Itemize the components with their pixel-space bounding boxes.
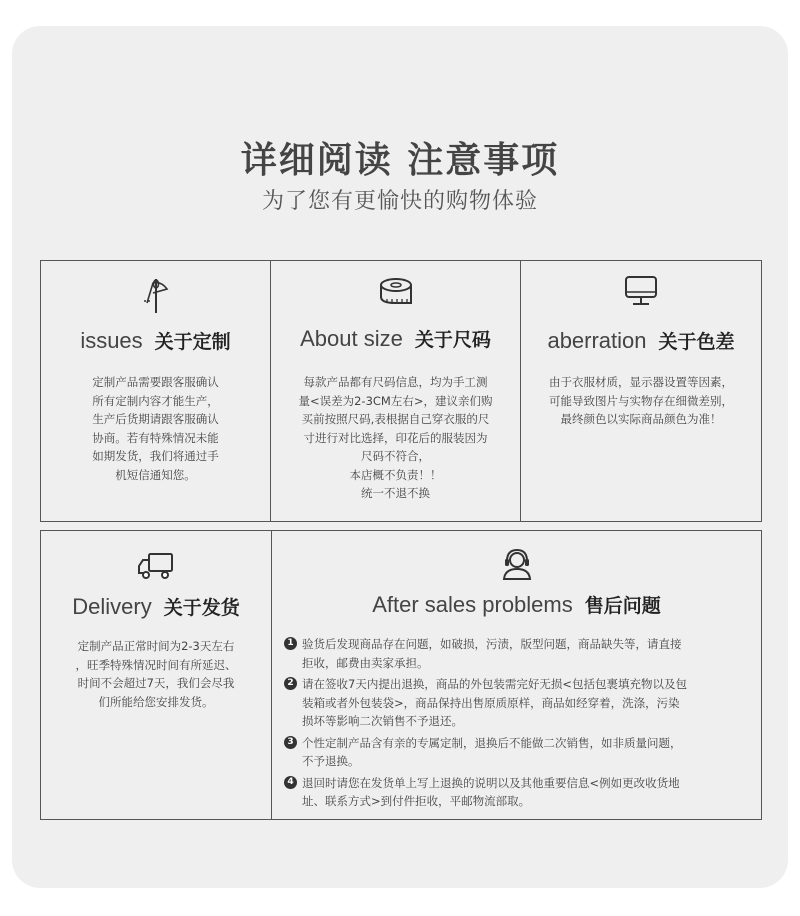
issues-heading-en: issues	[80, 328, 143, 353]
delivery-heading-zh: 关于发货	[163, 597, 240, 619]
issues-line: 如期发货，我们将通过手	[92, 449, 219, 463]
list-line: 装箱或者外包装袋>，商品保持出售原质原样，商品如经穿着，洗涤，污染	[302, 695, 680, 710]
size-line: 每款产品都有尺码信息，均为手工测	[303, 375, 488, 389]
aberration-heading-en: aberration	[547, 328, 647, 353]
issues-line: 协商。若有特殊情况未能	[92, 430, 219, 445]
list-line: 个性定制产品含有亲的专属定制，退换后不能做二次销售，如非质量问题，	[302, 735, 682, 750]
delivery-heading-en: Delivery	[72, 594, 152, 619]
delivery-line: 定制产品正常时间为2-3天左右	[77, 639, 235, 653]
size-line: 买前按照尺码,表根据自己穿衣服的尺	[301, 412, 490, 426]
aberration-line: 可能导致图片与实物存在细微差别，	[549, 393, 733, 408]
aberration-heading-zh: 关于色差	[658, 331, 735, 353]
size-heading	[271, 325, 520, 352]
tape-measure-icon	[379, 277, 413, 307]
list-item	[284, 635, 751, 672]
list-item	[284, 734, 751, 771]
number-badge: 2	[284, 677, 297, 690]
after-sales-heading	[272, 591, 761, 618]
list-line: 验货后发现商品存在问题，如破损，污渍，版型问题，商品缺失等，请直接	[302, 637, 682, 651]
delivery-line: ，旺季特殊情况时间有所延迟、	[75, 657, 237, 672]
list-item	[284, 774, 751, 811]
section-size	[270, 260, 521, 522]
number-badge: 4	[284, 776, 297, 789]
issues-heading-zh: 关于定制	[154, 331, 231, 353]
aberration-text	[521, 373, 761, 429]
truck-icon	[137, 551, 175, 581]
number-badge: 3	[284, 736, 297, 749]
size-line: 本店概不负责！！	[349, 467, 442, 482]
list-line: 损坏等影响二次销售不予退还。	[302, 714, 463, 728]
section-delivery	[40, 530, 272, 820]
aberration-line: 由于衣服材质，显示器设置等因素，	[549, 375, 733, 389]
issues-line: 生产后货期请跟客服确认	[92, 412, 219, 426]
list-line: 请在签收7天内提出退换，商品的外包装需完好无损<包括包裹填充物以及包	[302, 677, 687, 691]
headset-agent-icon	[501, 547, 533, 581]
list-line: 址、联系方式>到付件拒收，平邮物流部取。	[302, 794, 531, 808]
page-subtitle: 为了您有更愉快的购物体验	[261, 189, 538, 214]
number-badge: 1	[284, 637, 297, 650]
size-heading-en: About size	[300, 326, 403, 351]
issues-heading	[41, 327, 270, 354]
after-sales-heading-en: After sales problems	[372, 592, 573, 617]
list-line: 不予退换。	[302, 754, 360, 768]
size-line: 统一不退不换	[361, 486, 430, 500]
page-title: 详细阅读 注意事项	[240, 140, 560, 181]
sewing-needle-icon	[141, 275, 171, 315]
delivery-text	[41, 637, 271, 711]
issues-line: 定制产品需要跟客服确认	[92, 375, 219, 389]
delivery-heading	[41, 593, 271, 620]
size-line: 量<误差为2-3CM左右>，建议亲们购	[298, 393, 493, 408]
section-after-sales	[271, 530, 762, 820]
list-item	[284, 675, 751, 731]
size-text	[271, 373, 520, 503]
monitor-icon	[624, 275, 658, 307]
size-line: 尺码不符合，	[361, 449, 430, 463]
size-line: 寸进行对比选择，印花后的服装因为	[303, 430, 488, 445]
after-sales-heading-zh: 售后问题	[584, 595, 661, 617]
list-line: 拒收，邮费由卖家承担。	[302, 655, 429, 670]
aberration-line: 最终颜色以实际商品颜色为准！	[560, 412, 722, 426]
section-aberration	[520, 260, 762, 522]
delivery-line: 们所能给您安排发货。	[98, 694, 214, 709]
after-sales-list	[284, 635, 751, 814]
list-line: 退回时请您在发货单上写上退换的说明以及其他重要信息<例如更改收货地	[302, 775, 680, 790]
aberration-heading	[521, 327, 761, 354]
delivery-line: 时间不会超过7天，我们会尽我	[77, 676, 235, 690]
size-heading-zh: 关于尺码	[414, 329, 491, 351]
issues-line: 所有定制内容才能生产，	[92, 393, 219, 408]
issues-text	[41, 373, 270, 484]
issues-line: 机短信通知您。	[115, 467, 196, 482]
section-issues	[40, 260, 271, 522]
